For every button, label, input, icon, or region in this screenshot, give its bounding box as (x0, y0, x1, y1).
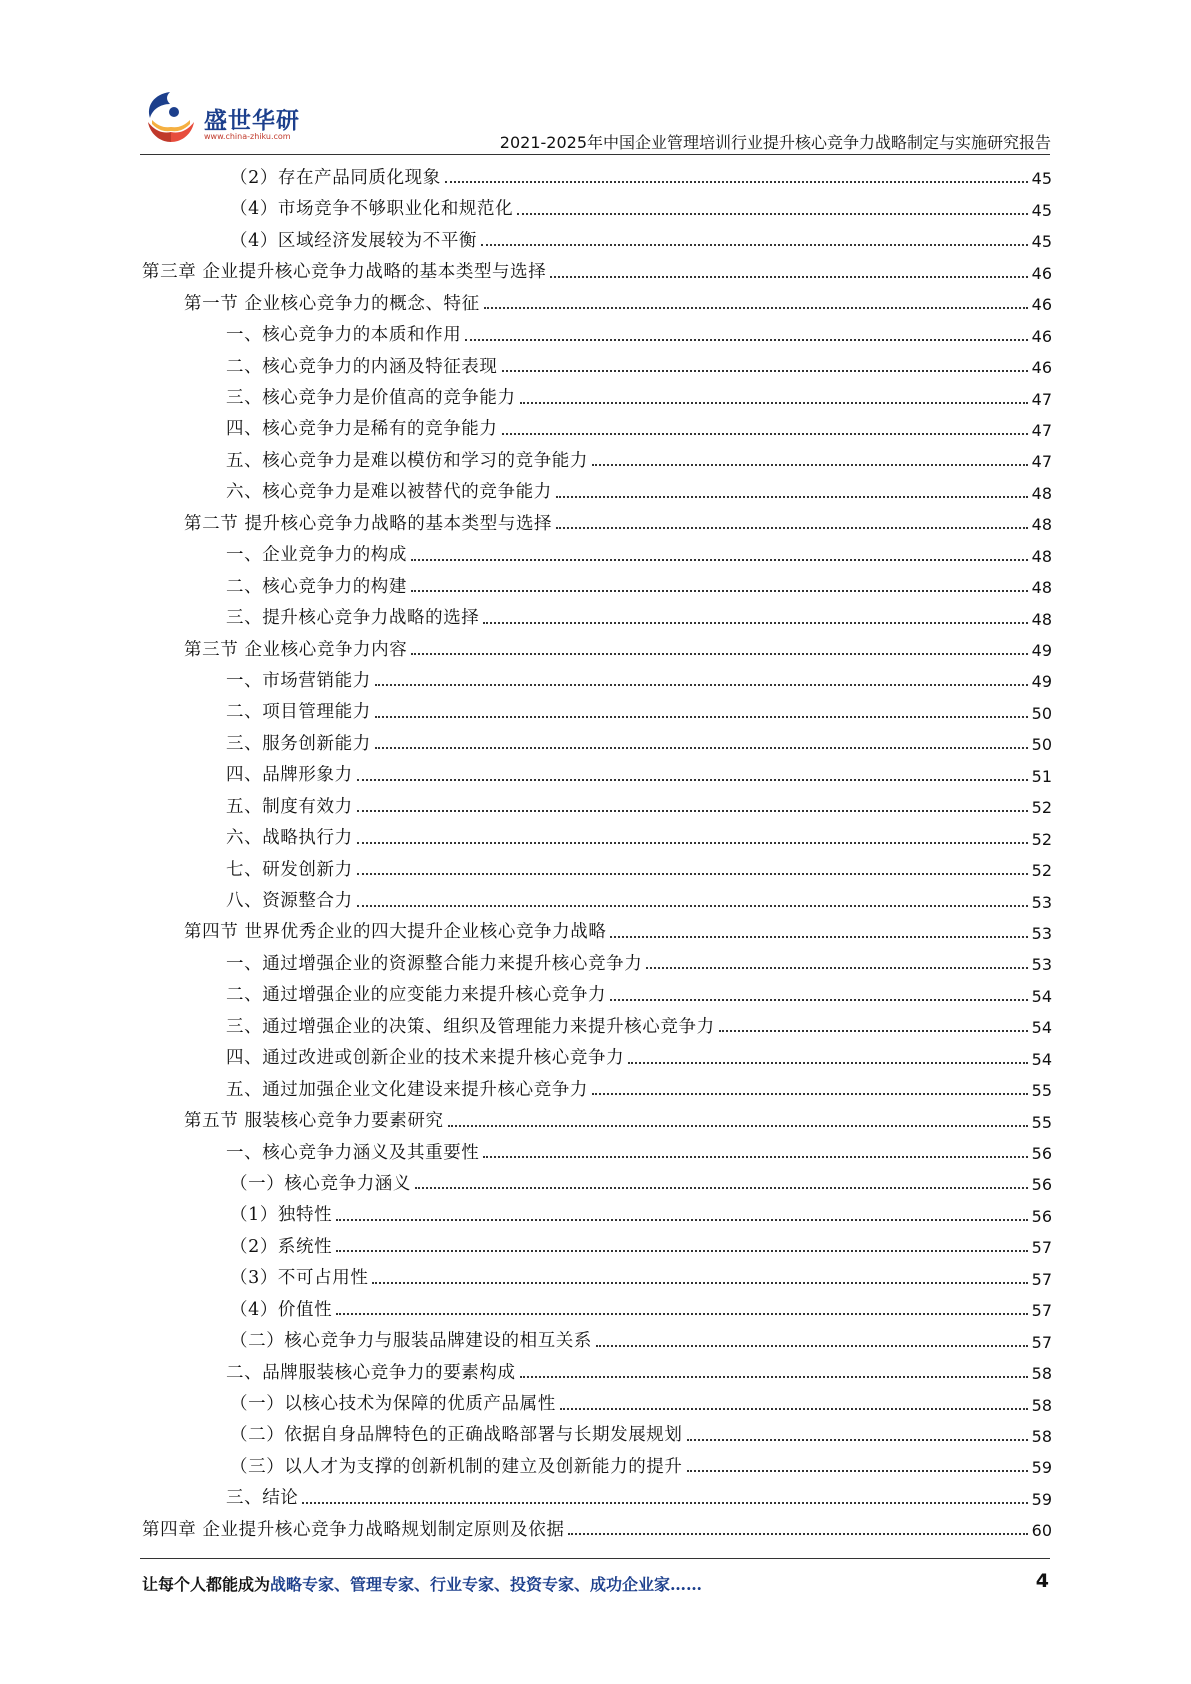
toc-entry-page: 57 (1031, 1332, 1052, 1352)
toc-dot-leader (372, 1282, 1027, 1284)
toc-dot-leader (357, 842, 1028, 844)
toc-entry[interactable] (142, 254, 1052, 285)
toc-entry-title: （2）系统性 (230, 1236, 333, 1257)
toc-dot-leader (302, 1502, 1027, 1504)
toc-entry-page: 59 (1031, 1458, 1052, 1478)
toc-entry-title: 二、通过增强企业的应变能力来提升核心竞争力 (226, 985, 607, 1006)
toc-entry[interactable] (142, 883, 1052, 914)
toc-entry-title: 三、提升核心竞争力战略的选择 (226, 608, 480, 629)
toc-dot-leader (568, 1533, 1027, 1535)
toc-entry-title: 一、核心竞争力的本质和作用 (226, 325, 462, 346)
toc-entry[interactable] (142, 286, 1052, 317)
toc-entry-page: 51 (1031, 766, 1052, 786)
toc-dot-leader (411, 653, 1027, 655)
toc-dot-leader (483, 622, 1027, 624)
toc-entry-page: 45 (1031, 232, 1052, 252)
toc-entry[interactable] (142, 1292, 1052, 1323)
toc-entry-title: 二、品牌服装核心竞争力的要素构成 (226, 1362, 516, 1383)
toc-entry[interactable] (142, 223, 1052, 254)
toc-entry[interactable] (142, 1040, 1052, 1071)
toc-entry[interactable] (142, 1449, 1052, 1480)
toc-dot-leader (517, 213, 1027, 215)
toc-entry[interactable] (142, 380, 1052, 411)
toc-dot-leader (687, 1470, 1028, 1472)
toc-entry[interactable] (142, 1418, 1052, 1449)
toc-entry-page: 47 (1031, 389, 1052, 409)
toc-entry[interactable] (142, 820, 1052, 851)
toc-dot-leader (520, 402, 1028, 404)
toc-dot-leader (411, 590, 1028, 592)
toc-dot-leader (502, 433, 1028, 435)
toc-entry[interactable] (142, 1009, 1052, 1040)
toc-entry-page: 58 (1031, 1395, 1052, 1415)
toc-entry-page: 50 (1031, 703, 1052, 723)
toc-dot-leader (336, 1219, 1027, 1221)
toc-entry-page: 54 (1031, 986, 1052, 1006)
toc-dot-leader (445, 181, 1028, 183)
toc-entry-title: 第一节 企业核心竞争力的概念、特征 (184, 293, 480, 314)
toc-entry-title: （4）价值性 (230, 1299, 333, 1320)
toc-entry[interactable] (142, 1197, 1052, 1228)
toc-entry-title: 第五节 服装核心竞争力要素研究 (184, 1111, 444, 1132)
toc-entry-page: 52 (1031, 861, 1052, 881)
report-title: 2021-2025年中国企业管理培训行业提升核心竞争力战略制定与实施研究报告 (499, 133, 1051, 152)
toc-entry-title: 六、核心竞争力是难以被替代的竞争能力 (226, 482, 552, 503)
toc-entry-title: 七、研发创新力 (226, 859, 353, 880)
toc-entry-title: 第三节 企业核心竞争力内容 (184, 639, 408, 660)
toc-entry-title: 二、核心竞争力的内涵及特征表现 (226, 356, 498, 377)
table-of-contents (142, 160, 1052, 1543)
toc-entry[interactable] (142, 1072, 1052, 1103)
toc-dot-leader (375, 684, 1028, 686)
toc-entry-page: 48 (1031, 483, 1052, 503)
toc-entry-title: 二、核心竞争力的构建 (226, 576, 407, 597)
toc-entry[interactable] (142, 443, 1052, 474)
toc-entry-title: 三、通过增强企业的决策、组织及管理能力来提升核心竞争力 (226, 1016, 715, 1037)
toc-entry-page: 49 (1031, 672, 1052, 692)
toc-dot-leader (628, 1062, 1027, 1064)
toc-entry-page: 55 (1031, 1081, 1052, 1101)
toc-entry-page: 56 (1031, 1144, 1052, 1163)
toc-entry-page: 45 (1031, 169, 1052, 189)
toc-entry-title: 三、结论 (226, 1488, 299, 1509)
toc-dot-leader (687, 1439, 1028, 1441)
company-logo (140, 86, 310, 148)
toc-dot-leader (357, 779, 1028, 781)
toc-entry-title: 一、核心竞争力涵义及其重要性 (226, 1142, 480, 1163)
page-number: 4 (1035, 1570, 1049, 1592)
toc-entry-title: （一）核心竞争力涵义 (230, 1173, 411, 1194)
toc-entry[interactable] (142, 977, 1052, 1008)
toc-entry-title: （4）市场竞争不够职业化和规范化 (230, 199, 514, 220)
toc-dot-leader (481, 244, 1028, 246)
toc-entry-title: 二、项目管理能力 (226, 702, 371, 723)
toc-entry-page: 46 (1031, 295, 1052, 315)
logo-company-name: 盛世华研 (204, 108, 300, 134)
toc-dot-leader (610, 936, 1027, 938)
toc-entry-page: 48 (1031, 578, 1052, 598)
toc-entry[interactable] (142, 1135, 1052, 1166)
toc-entry[interactable] (142, 1166, 1052, 1197)
toc-entry[interactable] (142, 160, 1052, 191)
toc-entry-page: 50 (1031, 735, 1052, 755)
toc-entry-page: 56 (1031, 1206, 1052, 1226)
toc-entry[interactable] (142, 1103, 1052, 1134)
toc-entry[interactable] (142, 412, 1052, 443)
toc-entry-title: 三、服务创新能力 (226, 733, 371, 754)
toc-entry-title: 第四章 企业提升核心竞争力战略规划制定原则及依据 (142, 1519, 565, 1540)
toc-dot-leader (336, 1313, 1027, 1315)
toc-entry-title: （三）以人才为支撑的创新机制的建立及创新能力的提升 (230, 1456, 683, 1477)
toc-entry[interactable] (142, 663, 1052, 694)
toc-entry[interactable] (142, 1229, 1052, 1260)
toc-entry[interactable] (142, 852, 1052, 883)
toc-entry-page: 46 (1031, 326, 1052, 346)
toc-entry-page: 46 (1031, 358, 1052, 378)
toc-entry-page: 54 (1031, 1018, 1052, 1038)
toc-dot-leader (646, 967, 1027, 969)
toc-entry[interactable] (142, 537, 1052, 568)
toc-dot-leader (719, 1030, 1028, 1032)
toc-entry-page: 53 (1031, 955, 1052, 975)
toc-entry[interactable] (142, 915, 1052, 946)
toc-entry-title: 五、核心竞争力是难以模仿和学习的竞争能力 (226, 450, 588, 471)
toc-dot-leader (556, 496, 1028, 498)
logo-website-url: www.china-zhiku.com (204, 132, 291, 141)
footer-slogan-prefix: 让每个人都能成为 (142, 1575, 271, 1594)
toc-entry[interactable] (142, 789, 1052, 820)
toc-entry[interactable] (142, 474, 1052, 505)
toc-dot-leader (375, 747, 1028, 749)
toc-entry-title: 五、制度有效力 (226, 796, 353, 817)
toc-dot-leader (502, 370, 1028, 372)
toc-entry[interactable] (142, 191, 1052, 222)
toc-entry[interactable] (142, 1355, 1052, 1386)
toc-entry[interactable] (142, 600, 1052, 631)
toc-entry-page: 48 (1031, 546, 1052, 566)
toc-dot-leader (375, 716, 1028, 718)
toc-entry[interactable] (142, 726, 1052, 757)
toc-entry-title: （二）依据自身品牌特色的正确战略部署与长期发展规划 (230, 1425, 683, 1446)
toc-entry-page: 49 (1031, 641, 1052, 660)
toc-dot-leader (556, 527, 1027, 529)
toc-entry-page: 57 (1031, 1301, 1052, 1321)
toc-entry[interactable] (142, 694, 1052, 725)
toc-entry-title: （二）核心竞争力与服装品牌建设的相互关系 (230, 1331, 592, 1352)
toc-entry-page: 52 (1031, 798, 1052, 818)
toc-entry-title: 第四节 世界优秀企业的四大提升企业核心竞争力战略 (184, 922, 607, 943)
toc-entry-page: 46 (1031, 263, 1052, 283)
toc-dot-leader (596, 1345, 1028, 1347)
toc-dot-leader (357, 873, 1028, 875)
toc-dot-leader (448, 1125, 1028, 1127)
toc-entry-title: （3）不可占用性 (230, 1268, 369, 1289)
toc-entry[interactable] (142, 946, 1052, 977)
toc-entry-title: 八、资源整合力 (226, 891, 353, 911)
toc-dot-leader (560, 1408, 1028, 1410)
toc-dot-leader (483, 1156, 1027, 1158)
footer-slogan (142, 1572, 702, 1595)
toc-dot-leader (411, 559, 1028, 561)
toc-entry[interactable] (142, 349, 1052, 380)
toc-entry[interactable] (142, 1512, 1052, 1543)
toc-entry-page: 48 (1031, 609, 1052, 629)
toc-entry-title: 三、核心竞争力是价值高的竞争能力 (226, 388, 516, 408)
toc-entry-title: 六、战略执行力 (226, 828, 353, 849)
toc-entry-page: 47 (1031, 452, 1052, 472)
toc-entry-page: 53 (1031, 892, 1052, 912)
toc-entry-title: （4）区域经济发展较为不平衡 (230, 230, 478, 251)
toc-entry-page: 56 (1031, 1175, 1052, 1195)
toc-entry-title: 一、通过增强企业的资源整合能力来提升核心竞争力 (226, 953, 643, 974)
toc-entry-page: 47 (1031, 420, 1052, 440)
toc-entry-title: 第二节 提升核心竞争力战略的基本类型与选择 (184, 513, 553, 534)
toc-entry-title: 四、核心竞争力是稀有的竞争能力 (226, 419, 498, 440)
toc-dot-leader (592, 1093, 1028, 1095)
toc-entry-page: 53 (1031, 923, 1052, 943)
toc-entry-title: （一）以核心技术为保障的优质产品属性 (230, 1394, 556, 1414)
toc-entry-title: 四、通过改进或创新企业的技术来提升核心竞争力 (226, 1048, 625, 1069)
toc-entry-page: 54 (1031, 1049, 1052, 1069)
book-swirl-logo-icon (140, 86, 202, 148)
toc-dot-leader (484, 307, 1028, 309)
toc-entry[interactable] (142, 1260, 1052, 1291)
toc-entry-page: 52 (1031, 829, 1052, 849)
toc-dot-leader (336, 1250, 1027, 1252)
toc-entry[interactable] (142, 632, 1052, 663)
toc-dot-leader (357, 810, 1028, 812)
footer-slogan-highlight: 战略专家、管理专家、行业专家、投资专家、成功企业家…… (270, 1575, 703, 1594)
toc-entry[interactable] (142, 317, 1052, 348)
toc-entry-title: 四、品牌形象力 (226, 765, 353, 786)
toc-entry-title: 一、企业竞争力的构成 (226, 545, 407, 566)
toc-entry[interactable] (142, 506, 1052, 537)
toc-entry[interactable] (142, 1323, 1052, 1354)
toc-entry[interactable] (142, 757, 1052, 788)
toc-entry-page: 57 (1031, 1238, 1052, 1258)
toc-entry[interactable] (142, 1386, 1052, 1417)
toc-entry-title: 第三章 企业提升核心竞争力战略的基本类型与选择 (142, 262, 547, 283)
toc-entry-page: 59 (1031, 1489, 1052, 1509)
header-divider (140, 154, 1050, 155)
toc-entry-page: 60 (1031, 1521, 1052, 1541)
footer-divider (140, 1558, 1050, 1559)
toc-entry[interactable] (142, 569, 1052, 600)
toc-entry-page: 57 (1031, 1269, 1052, 1289)
toc-dot-leader (520, 1376, 1028, 1378)
toc-dot-leader (465, 339, 1027, 341)
toc-entry-page: 48 (1031, 515, 1052, 535)
toc-entry-page: 55 (1031, 1112, 1052, 1132)
toc-entry-title: 五、通过加强企业文化建设来提升核心竞争力 (226, 1079, 588, 1100)
toc-dot-leader (592, 464, 1028, 466)
toc-dot-leader (610, 999, 1028, 1001)
toc-entry-page: 58 (1031, 1364, 1052, 1384)
toc-entry-page: 45 (1031, 200, 1052, 220)
toc-dot-leader (357, 905, 1028, 907)
toc-entry-page: 58 (1031, 1426, 1052, 1446)
toc-entry-title: （2）存在产品同质化现象 (230, 167, 441, 188)
toc-dot-leader (415, 1187, 1028, 1189)
toc-entry[interactable] (142, 1480, 1052, 1511)
toc-dot-leader (550, 276, 1027, 278)
toc-entry-title: （1）独特性 (230, 1205, 333, 1226)
toc-entry-title: 一、市场营销能力 (226, 670, 371, 691)
